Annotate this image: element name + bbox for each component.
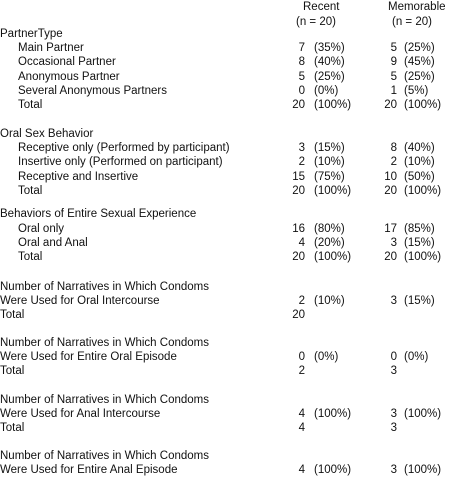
recent-count: 0 [298,85,305,97]
row-label: Number of Narratives in Which Condoms [0,394,209,406]
memorable-count: 20 [384,251,397,263]
memorable-percent: (25%) [404,42,435,54]
memorable-percent: (100%) [404,408,442,420]
memorable-count: 20 [384,185,397,197]
table-row [0,207,474,221]
n-recent-header: (n = 20) [296,16,336,28]
recent-count: 3 [298,142,305,154]
table-row [0,41,474,55]
recent-count: 4 [298,422,305,434]
row-label: Oral and Anal [18,237,88,249]
recent-percent: (100%) [314,185,352,197]
row-label: Were Used for Entire Anal Episode [0,464,178,476]
recent-count: 2 [298,156,305,168]
memorable-percent: (10%) [404,156,435,168]
memorable-count: 3 [390,295,397,307]
recent-percent: (25%) [314,71,345,83]
table-row [0,27,474,41]
memorable-count: 5 [390,42,397,54]
recent-percent: (10%) [314,156,345,168]
row-label: Total [0,422,25,434]
table-row [0,222,474,236]
recent-percent: (100%) [314,251,352,263]
memorable-count: 3 [390,237,397,249]
table-row [0,184,474,198]
table-row [0,236,474,250]
table-row [0,364,474,378]
row-label: Total [18,185,43,197]
memorable-percent: (45%) [404,56,435,68]
recent-count: 0 [298,351,305,363]
table-row [0,70,474,84]
recent-count: 8 [298,56,305,68]
row-label: Occasional Partner [18,56,116,68]
recent-count: 5 [298,71,305,83]
table-row [0,155,474,169]
row-label: Were Used for Anal Intercourse [0,408,161,420]
recent-percent: (100%) [314,464,352,476]
table-row [0,98,474,112]
table-row [0,84,474,98]
row-label: Were Used for Oral Intercourse [0,295,160,307]
recent-count: 20 [292,185,305,197]
row-label: Were Used for Entire Oral Episode [0,351,177,363]
memorable-percent: (85%) [404,223,435,235]
recent-count: 16 [292,223,305,235]
row-label: Number of Narratives in Which Condoms [0,450,209,462]
row-label: Oral Sex Behavior [0,128,94,140]
memorable-percent: (15%) [404,295,435,307]
recent-count: 7 [298,42,305,54]
memorable-percent: (100%) [404,251,442,263]
recent-percent: (35%) [314,42,345,54]
recent-count: 2 [298,295,305,307]
memorable-percent: (100%) [404,99,442,111]
row-label: Total [18,251,43,263]
memorable-count: 10 [384,171,397,183]
row-label: Number of Narratives in Which Condoms [0,337,209,349]
memorable-percent: (100%) [404,464,442,476]
col-recent-header: Recent [303,1,340,13]
recent-count: 2 [298,365,305,377]
memorable-count: 9 [390,56,397,68]
memorable-percent: (50%) [404,171,435,183]
memorable-count: 3 [390,464,397,476]
row-label: Behaviors of Entire Sexual Experience [0,208,197,220]
n-memorable-header: (n = 20) [392,16,432,28]
recent-percent: (80%) [314,223,345,235]
table-row [0,449,474,463]
row-label: Number of Narratives in Which Condoms [0,281,209,293]
row-label: Insertive only (Performed on participant) [18,156,223,168]
header-row-1 [0,0,474,14]
row-label: Several Anonymous Partners [18,85,167,97]
recent-count: 4 [298,464,305,476]
memorable-percent: (40%) [404,142,435,154]
table-row [0,407,474,421]
table-row [0,294,474,308]
row-label: PartnerType [0,28,63,40]
recent-percent: (75%) [314,171,345,183]
recent-percent: (40%) [314,56,345,68]
table-row [0,393,474,407]
table-row [0,170,474,184]
col-memorable-header: Memorable [388,1,446,13]
table-row [0,280,474,294]
row-label: Total [0,365,25,377]
memorable-percent: (15%) [404,237,435,249]
memorable-count: 17 [384,223,397,235]
table-row [0,350,474,364]
table-row [0,55,474,69]
memorable-count: 2 [390,156,397,168]
memorable-count: 3 [390,365,397,377]
recent-percent: (10%) [314,295,345,307]
memorable-count: 1 [390,85,397,97]
recent-count: 20 [292,99,305,111]
table-row [0,127,474,141]
row-label: Total [18,99,43,111]
recent-percent: (15%) [314,142,345,154]
recent-percent: (0%) [314,85,339,97]
table-row [0,141,474,155]
memorable-percent: (5%) [404,85,429,97]
memorable-count: 5 [390,71,397,83]
row-label: Receptive and Insertive [18,171,139,183]
recent-count: 4 [298,408,305,420]
row-label: Receptive only (Performed by participant) [18,142,230,154]
recent-percent: (20%) [314,237,345,249]
memorable-percent: (100%) [404,185,442,197]
table-row [0,336,474,350]
table-row [0,250,474,264]
recent-count: 15 [292,171,305,183]
table-row [0,463,474,477]
row-label: Anonymous Partner [18,71,120,83]
table-row [0,421,474,435]
recent-percent: (100%) [314,99,352,111]
memorable-count: 8 [390,142,397,154]
row-label: Oral only [18,223,65,235]
memorable-count: 0 [390,351,397,363]
row-label: Total [0,309,25,321]
recent-count: 20 [292,309,305,321]
memorable-percent: (0%) [404,351,429,363]
table-row [0,308,474,322]
memorable-count: 3 [390,422,397,434]
memorable-count: 3 [390,408,397,420]
recent-percent: (100%) [314,408,352,420]
memorable-percent: (25%) [404,71,435,83]
memorable-count: 20 [384,99,397,111]
recent-count: 4 [298,237,305,249]
row-label: Main Partner [18,42,84,54]
recent-count: 20 [292,251,305,263]
recent-percent: (0%) [314,351,339,363]
